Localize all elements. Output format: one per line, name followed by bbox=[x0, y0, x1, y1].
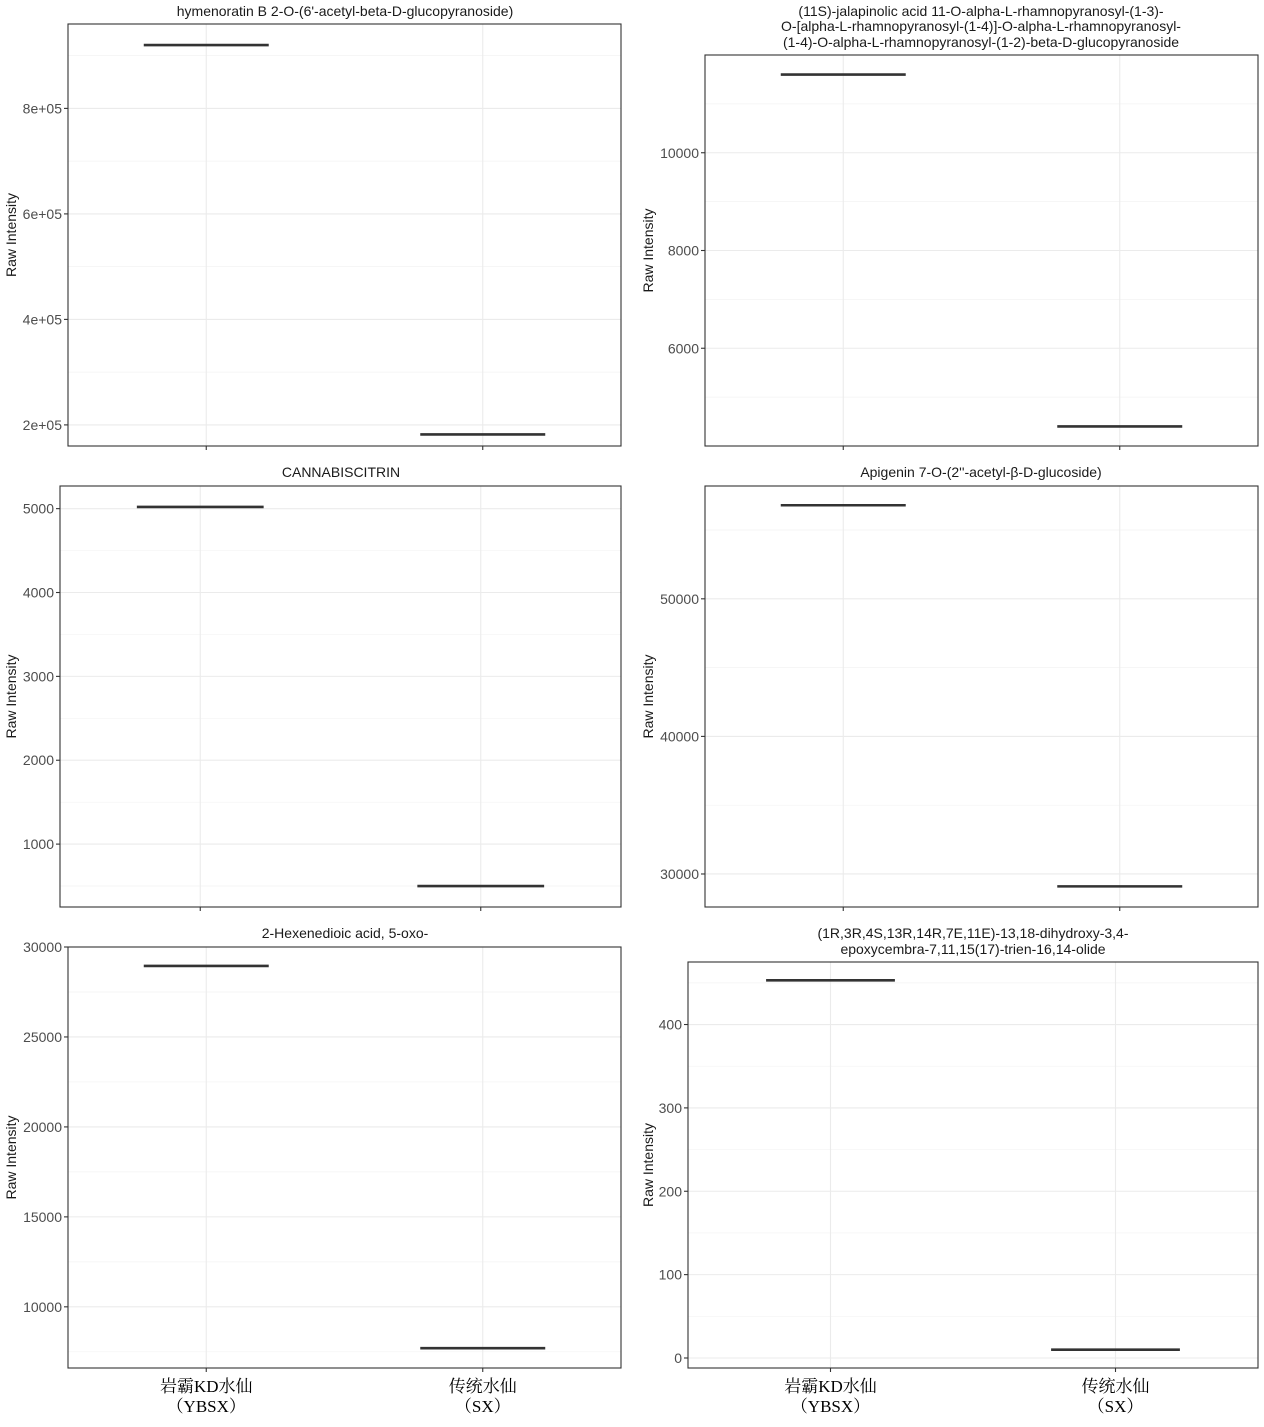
y-tick-label: 20000 bbox=[23, 1118, 62, 1135]
y-tick-label: 0 bbox=[674, 1349, 682, 1366]
y-tick-label: 3000 bbox=[22, 668, 54, 685]
x-category-label: 传统水仙 bbox=[448, 1377, 517, 1396]
y-tick-label: 4000 bbox=[22, 584, 54, 601]
x-category-code: （SX） bbox=[454, 1397, 511, 1416]
panel-title-line: (1R,3R,4S,13R,14R,7E,11E)-13,18-dihydroxy-3,4- bbox=[817, 925, 1129, 941]
y-tick-label: 300 bbox=[658, 1099, 682, 1116]
y-tick-label: 30000 bbox=[23, 939, 62, 955]
panel-title-line: (1-4)-O-alpha-L-rhamnopyranosyl-(1-2)-beta-D-glucopyranoside bbox=[782, 34, 1180, 50]
y-tick-label: 15000 bbox=[23, 1208, 62, 1225]
y-tick-label: 25000 bbox=[23, 1028, 62, 1045]
y-tick-label: 6e+05 bbox=[22, 205, 62, 222]
y-tick-label: 1000 bbox=[22, 836, 54, 853]
panel-title-line: (11S)-jalapinolic acid 11-O-alpha-L-rhamnopyranosyl-(1-3)- bbox=[798, 3, 1164, 19]
y-axis-label: Raw Intensity bbox=[3, 1115, 19, 1200]
y-tick-label: 10000 bbox=[23, 1298, 62, 1315]
y-axis-label: Raw Intensity bbox=[3, 654, 19, 739]
panel-title-line: 2-Hexenedioic acid, 5-oxo- bbox=[261, 925, 429, 941]
panel-frame bbox=[68, 947, 621, 1368]
panel-5 bbox=[3, 925, 621, 1416]
panel-title-line: Apigenin 7-O-(2''-acetyl-β-D-glucoside) bbox=[860, 464, 1102, 480]
y-tick-label: 200 bbox=[658, 1183, 682, 1200]
panel-3 bbox=[3, 464, 621, 911]
y-axis-label: Raw Intensity bbox=[3, 192, 19, 278]
y-tick-label: 4e+05 bbox=[22, 311, 62, 328]
panel-frame bbox=[688, 962, 1258, 1368]
y-tick-label: 2e+05 bbox=[22, 416, 62, 433]
y-tick-label: 30000 bbox=[660, 865, 699, 882]
panel-title-line: O-[alpha-L-rhamnopyranosyl-(1-4)]-O-alpha-L-rhamnopyranosyl- bbox=[781, 18, 1181, 34]
x-category-label: 岩霸KD水仙 bbox=[784, 1377, 877, 1396]
y-tick-label: 10000 bbox=[660, 144, 699, 161]
y-axis-label: Raw Intensity bbox=[640, 654, 656, 739]
panel-1 bbox=[3, 3, 621, 450]
y-axis-label: Raw Intensity bbox=[640, 208, 656, 293]
y-tick-label: 6000 bbox=[667, 340, 699, 357]
panel-title-line: hymenoratin B 2-O-(6'-acetyl-beta-D-glucopyranoside) bbox=[176, 3, 514, 19]
y-axis-label: Raw Intensity bbox=[640, 1122, 656, 1208]
y-tick-label: 400 bbox=[658, 1016, 682, 1033]
panel-2 bbox=[640, 3, 1258, 450]
x-category-label: 岩霸KD水仙 bbox=[159, 1377, 253, 1396]
y-tick-label: 8000 bbox=[667, 242, 699, 259]
panel-title-line: epoxycembra-7,11,15(17)-trien-16,14-olide bbox=[840, 941, 1106, 957]
panel-4 bbox=[640, 464, 1258, 911]
panel-frame bbox=[705, 486, 1258, 907]
y-tick-label: 2000 bbox=[22, 752, 54, 769]
x-category-code: （SX） bbox=[1087, 1397, 1144, 1416]
y-tick-label: 100 bbox=[658, 1266, 682, 1283]
x-category-code: （YBSX） bbox=[166, 1397, 246, 1416]
x-category-code: （YBSX） bbox=[790, 1397, 871, 1416]
y-tick-label: 5000 bbox=[22, 500, 54, 517]
panel-frame bbox=[68, 24, 621, 446]
panel-6 bbox=[640, 925, 1258, 1416]
y-tick-label: 40000 bbox=[660, 728, 699, 745]
panel-title-line: CANNABISCITRIN bbox=[281, 464, 401, 480]
y-tick-label: 8e+05 bbox=[22, 100, 62, 117]
y-tick-label: 50000 bbox=[660, 590, 699, 607]
x-category-label: 传统水仙 bbox=[1081, 1377, 1150, 1396]
